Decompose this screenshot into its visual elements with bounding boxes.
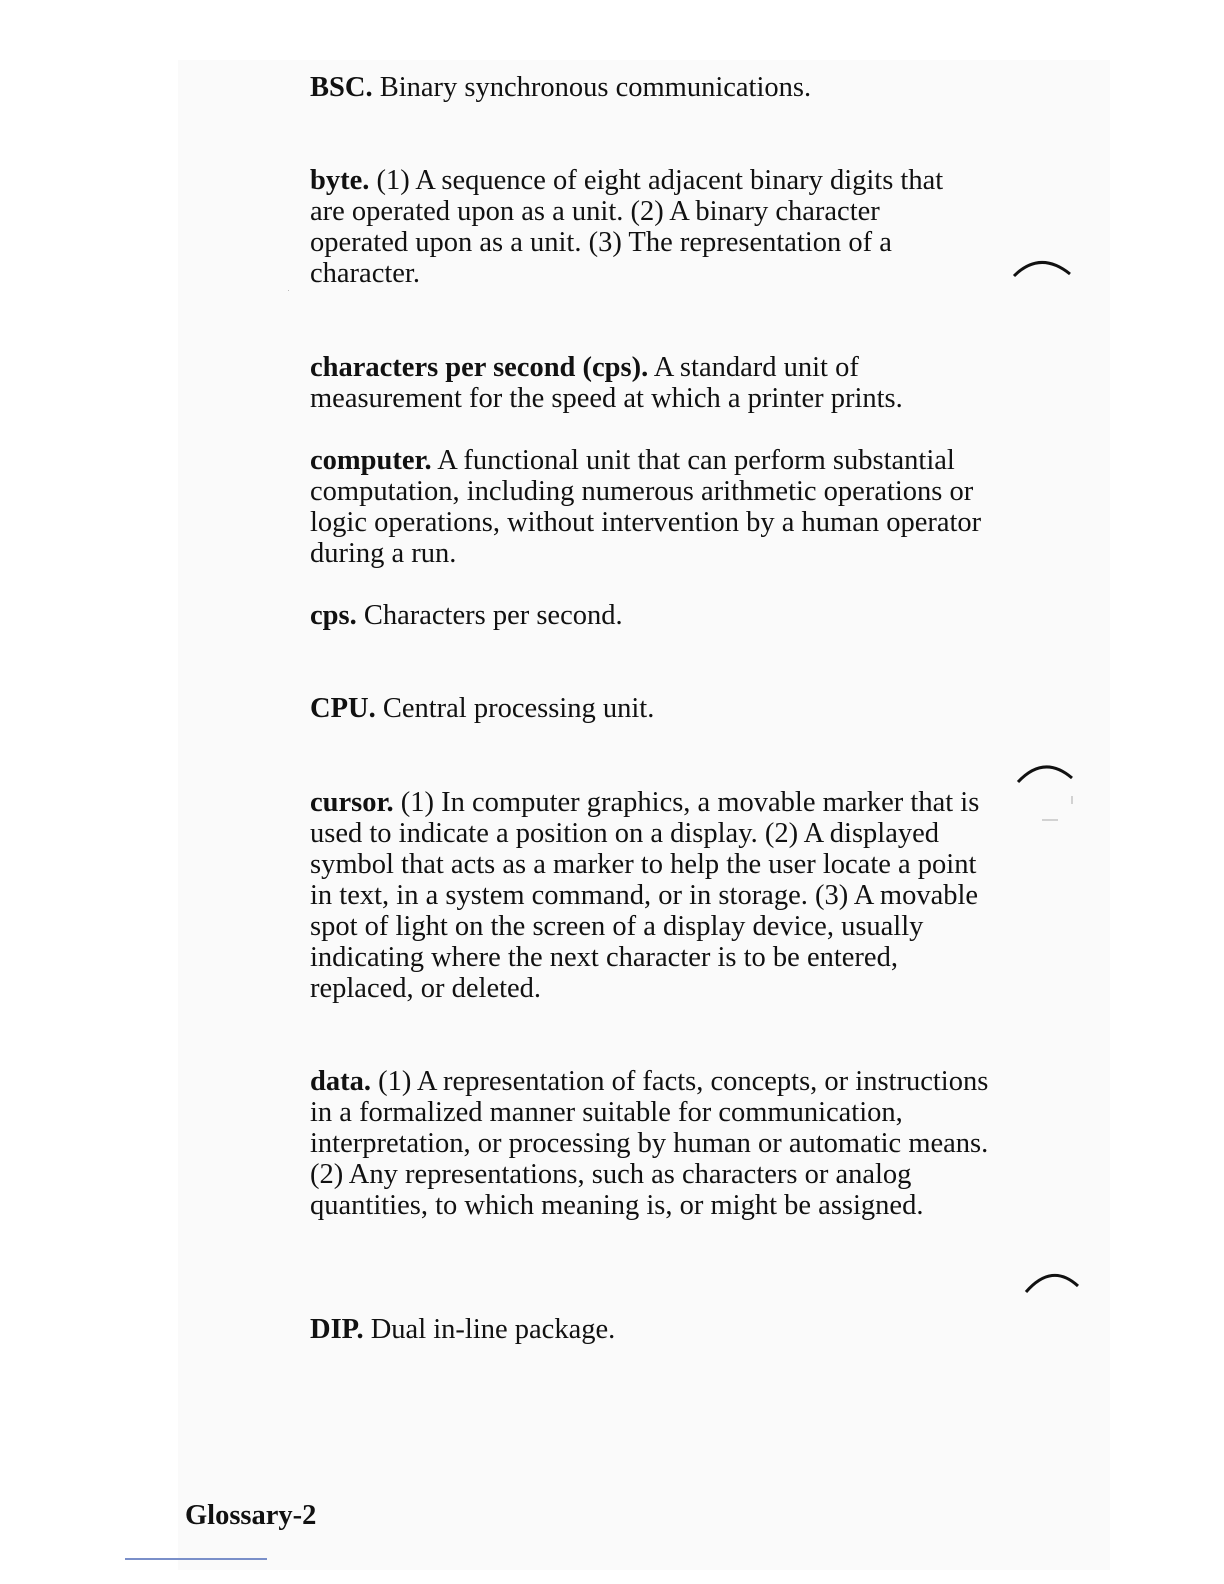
- scan-speck: [288, 290, 289, 291]
- glossary-definition: (1) A representation of facts, concepts, or instructions in a formalized manner suitable for communication, interpretation, or processing by human or automatic means. (2) Any representations, such as characters or analog quantities, to which meaning is, or might be assigned.: [310, 1066, 989, 1221]
- glossary-entry-characters-per-second: [310, 352, 960, 414]
- binder-hole-mark-icon: [1022, 1262, 1086, 1296]
- page-number: Glossary-2: [185, 1500, 317, 1531]
- glossary-definition: A standard unit of measurement for the speed at which a printer prints.: [310, 352, 903, 414]
- glossary-term: cursor.: [310, 787, 394, 818]
- glossary-entry-dip: [310, 1314, 990, 1345]
- glossary-definition: (1) A sequence of eight adjacent binary digits that are operated upon as a unit. (2) A binary character operated upon as a unit. (3) The representation of a character.: [310, 165, 944, 289]
- glossary-term: data.: [310, 1066, 371, 1097]
- glossary-term: characters per second (cps).: [310, 352, 649, 383]
- glossary-term: computer.: [310, 445, 432, 476]
- glossary-definition: A functional unit that can perform substantial computation, including numerous arithmetic operations or logic operations, without intervention by a human operator during a run.: [310, 445, 982, 569]
- glossary-entry-cursor: [310, 787, 990, 1004]
- bottom-rule: [125, 1558, 267, 1560]
- glossary-definition: Binary synchronous communications.: [379, 72, 812, 103]
- binder-hole-mark-icon: [1010, 248, 1074, 280]
- glossary-definition: (1) In computer graphics, a movable marker that is used to indicate a position on a display. (2) A displayed symbol that acts as a marker to help the user locate a point in text, in a system command, or in storage. (3) A movable spot of light on the screen of a display device, usually indicating where the next character is to be entered, replaced, or deleted.: [310, 787, 980, 1004]
- glossary-entry-computer: [310, 445, 990, 569]
- glossary-term: BSC.: [310, 72, 373, 103]
- glossary-term: cps.: [310, 600, 357, 631]
- glossary-entry-cpu: [310, 693, 990, 724]
- binder-hole-mark-icon: [1014, 756, 1078, 828]
- glossary-term: CPU.: [310, 693, 376, 724]
- glossary-entry-data: [310, 1066, 990, 1221]
- glossary-entry-byte: [310, 165, 950, 289]
- glossary-definition: Characters per second.: [363, 600, 623, 631]
- glossary-term: byte.: [310, 165, 370, 196]
- glossary-definition: Central processing unit.: [382, 693, 655, 724]
- glossary-term: DIP.: [310, 1314, 364, 1345]
- glossary-entry-bsc: [310, 72, 990, 103]
- glossary-definition: Dual in-line package.: [370, 1314, 616, 1345]
- glossary-entry-cps: [310, 600, 990, 631]
